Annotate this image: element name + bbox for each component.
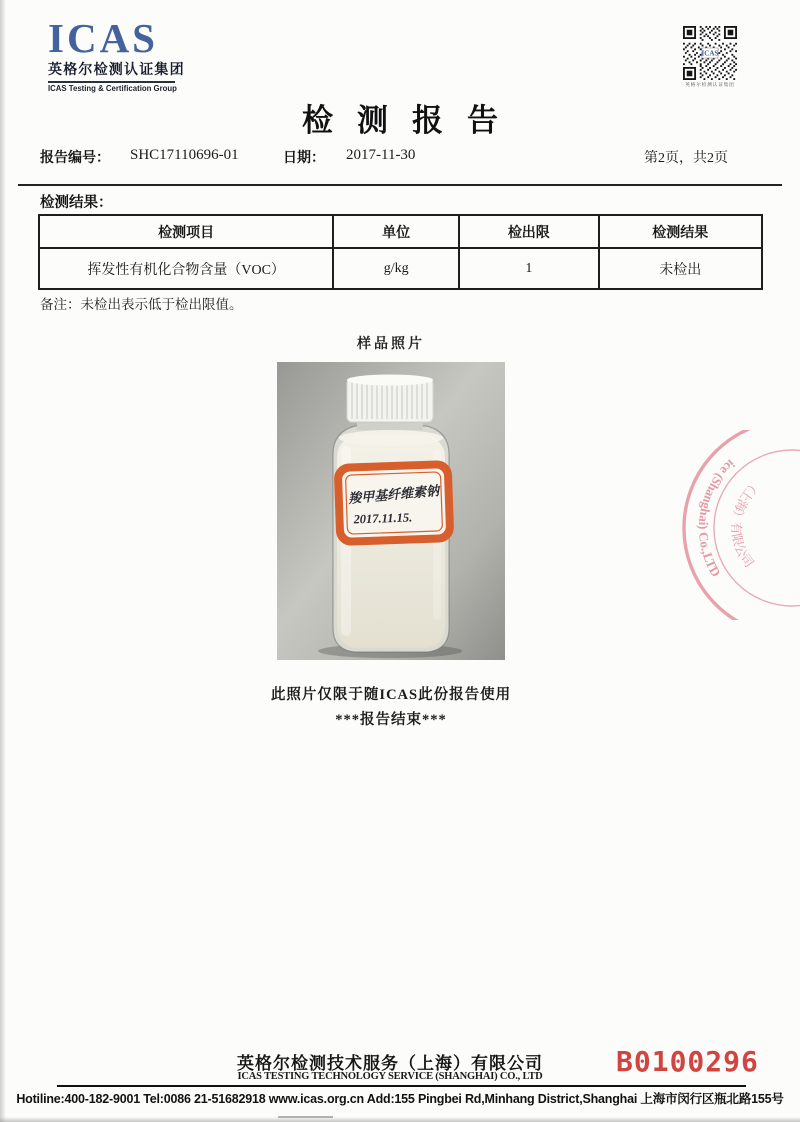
column-header-detection-limit: 检出限 xyxy=(459,215,599,248)
detection-limit-cell: 1 xyxy=(459,248,599,289)
results-table xyxy=(38,214,763,290)
test-item-cell: 挥发性有机化合物含量（VOC） xyxy=(39,248,333,289)
report-meta xyxy=(0,147,800,167)
sample-photo-label: 样品照片 xyxy=(357,337,425,352)
header-rule xyxy=(18,184,782,186)
unit-cell: g/kg xyxy=(333,248,459,289)
qr-code-icon xyxy=(683,26,737,80)
page-title: 检测报告 xyxy=(302,103,522,138)
photo-usage-caption: 此照片仅限于随ICAS此份报告使用 xyxy=(270,687,512,703)
footer-contact-info: Hotiline:400-182-9001 Tel:0086 21-51682918 www.icas.org.cn Add:155 Pingbei Rd,Minhang District,Shanghai 上海市闵行区瓶北路155号 xyxy=(16,1092,784,1106)
sample-label-date: 2017.11.15. xyxy=(353,510,413,527)
serial-number-stamp: B0100296 xyxy=(616,1045,759,1078)
scan-edge-left xyxy=(0,0,6,1122)
seal-outer-text: ice (Shanghai) Co.,LTD xyxy=(695,456,739,580)
icas-logo xyxy=(48,15,198,93)
svg-text:ice (Shanghai) Co.,LTD xyxy=(696,457,738,580)
table-header-row xyxy=(39,215,762,248)
date-label: 日期： xyxy=(283,149,325,165)
date-value: 2017-11-30 xyxy=(346,147,416,163)
report-end-text: ***报告结束*** xyxy=(335,712,447,728)
footer-company-name-en: ICAS TESTING TECHNOLOGY SERVICE (SHANGHAI) CO., LTD xyxy=(237,1071,543,1082)
scan-edge-bottom xyxy=(0,1117,800,1122)
logo-acronym: ICAS xyxy=(48,15,158,61)
sample-photo xyxy=(277,362,505,660)
qr-caption: 英格尔检测认证集团 xyxy=(685,82,735,87)
scan-artifact-mark xyxy=(278,1116,333,1118)
sample-label xyxy=(334,460,455,546)
bottle-cap xyxy=(347,375,433,431)
svg-text:（上海）有限公司 xyxy=(729,477,764,570)
table-row xyxy=(39,248,762,289)
footer-rule xyxy=(57,1085,746,1087)
sample-label-text: 羧甲基纤维素钠 xyxy=(347,483,440,506)
column-header-result: 检测结果 xyxy=(599,215,762,248)
seal-inner-text: （上海）有限公司 xyxy=(728,477,764,571)
note-text: 备注：未检出表示低于检出限值。 xyxy=(40,297,243,312)
column-header-unit: 单位 xyxy=(333,215,459,248)
logo-name-en: ICAS Testing & Certification Group xyxy=(48,84,177,93)
footer-company-name-cn: 英格尔检测技术服务（上海）有限公司 xyxy=(237,1054,543,1073)
page-indicator: 第2页，共2页 xyxy=(644,151,728,166)
company-seal-stamp xyxy=(640,430,800,620)
column-header-item: 检测项目 xyxy=(39,215,333,248)
result-cell: 未检出 xyxy=(599,248,762,289)
report-no-label: 报告编号： xyxy=(40,149,110,165)
report-no-value: SHC17110696-01 xyxy=(130,147,239,163)
logo-name-cn: 英格尔检测认证集团 xyxy=(48,61,185,77)
logo-divider xyxy=(48,81,175,83)
results-section-label: 检测结果： xyxy=(40,195,113,211)
svg-text:ICAS: ICAS xyxy=(701,49,719,58)
